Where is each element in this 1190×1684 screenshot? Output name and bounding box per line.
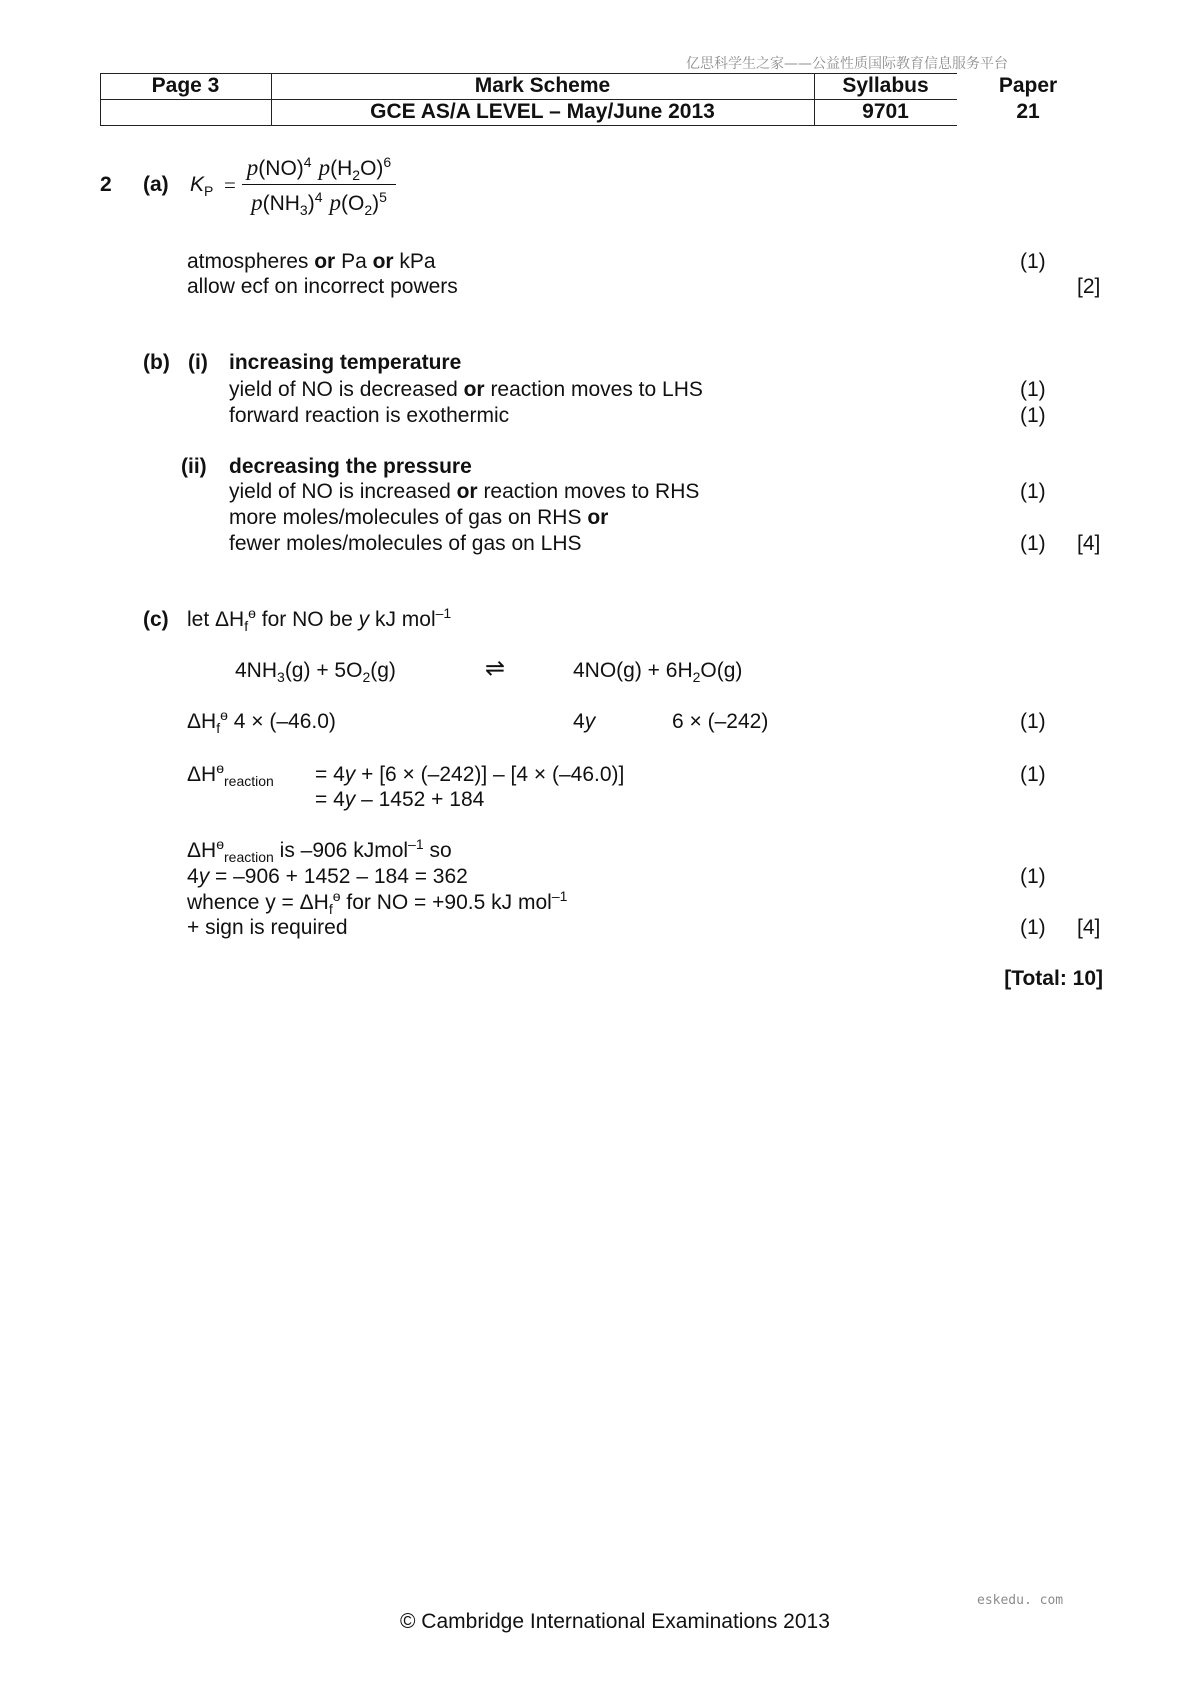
variable-y: y: [344, 788, 356, 811]
part-b-i-line-1: [229, 377, 703, 403]
line-text: for NO be: [255, 608, 359, 631]
whence-line: [187, 890, 567, 916]
line-text: 4 × (–46.0): [227, 710, 336, 733]
line-text: = 4: [315, 763, 345, 786]
line-text: reaction moves to RHS: [477, 480, 700, 503]
mark-c-2: (1): [1020, 763, 1046, 786]
num-term-2-subscript: 2: [352, 167, 361, 183]
reaction-equation-1: [315, 762, 624, 788]
line-text: more moles/molecules of gas on RHS: [229, 506, 588, 529]
enthalpy-symbol: ΔH: [215, 608, 245, 631]
watermark-site: eskedu. com: [977, 1593, 1064, 1608]
equation-products: [573, 658, 742, 684]
part-b-ii-line-2: [229, 505, 608, 531]
enthalpy-symbol: ΔH: [299, 891, 329, 914]
line-text: – 1452 + 184: [355, 788, 485, 811]
question-number: 2: [100, 173, 112, 196]
kp-letter: K: [190, 173, 205, 196]
partial-pressure-symbol: p: [246, 155, 259, 180]
num-term-2-power: 6: [383, 154, 392, 170]
den-term-1-close: ): [307, 192, 315, 215]
mark-c-1: (1): [1020, 710, 1046, 733]
or-connector: or: [463, 378, 485, 401]
den-term-2-open: (O: [341, 192, 365, 215]
kp-fraction: [242, 152, 396, 218]
enthalpy-row-reactants: [187, 709, 336, 735]
den-term-2-subscript: 2: [364, 202, 373, 218]
variable-y: y: [584, 710, 596, 733]
part-b-ii-line-3: fewer moles/molecules of gas on LHS: [229, 532, 582, 555]
den-term-1-power: 4: [314, 189, 323, 205]
eq-subscript: 2: [692, 669, 701, 685]
reaction-enthalpy-label: [187, 762, 274, 788]
question-total: [Total: 10]: [1004, 967, 1103, 990]
standard-state-symbol: ө: [220, 707, 228, 723]
line-text: so: [423, 839, 452, 862]
variable-y: y: [358, 608, 370, 631]
units-line: [187, 249, 436, 275]
eq-text: 4NH: [235, 659, 278, 682]
line-text: is –906 kJmol: [273, 839, 409, 862]
part-b-i-heading: increasing temperature: [229, 351, 462, 374]
or-connector: or: [587, 506, 609, 529]
eq-subscript: 3: [277, 669, 285, 685]
mark-units: (1): [1020, 250, 1046, 273]
mark-c-3: (1): [1020, 865, 1046, 888]
formation-subscript: f: [328, 901, 333, 917]
partial-pressure-symbol: p: [329, 190, 341, 215]
header-paper-code: 21: [1016, 100, 1040, 123]
mark-b-i-2: (1): [1020, 404, 1046, 427]
mark-b-ii-2: (1): [1020, 532, 1046, 555]
line-text: = 4: [315, 788, 345, 811]
header-syllabus-label: Syllabus: [842, 74, 929, 97]
partial-pressure-symbol: p: [318, 155, 331, 180]
line-text: + [6 × (–242)] – [4 × (–46.0)]: [355, 763, 625, 786]
part-a-label: (a): [143, 173, 169, 196]
enthalpy-symbol: ΔH: [187, 710, 217, 733]
eq-text: O(g): [700, 659, 743, 682]
coefficient: 4: [573, 710, 585, 733]
header-syllabus-code: 9701: [862, 100, 909, 123]
or-connector: or: [456, 480, 478, 503]
part-c-intro: [187, 607, 451, 633]
part-b-label: (b): [143, 351, 170, 374]
part-b-i-line-2: forward reaction is exothermic: [229, 404, 510, 427]
num-term-2-open: (H: [330, 157, 353, 180]
standard-state-symbol: ө: [332, 888, 341, 904]
line-text: reaction moves to LHS: [484, 378, 703, 401]
or-connector: or: [372, 250, 394, 273]
line-text: whence y =: [187, 891, 300, 914]
eq-text: 4NO(g) + 6H: [573, 659, 693, 682]
variable-y: y: [198, 865, 210, 888]
units-text-1: atmospheres: [187, 250, 315, 273]
part-b-ii-line-1: [229, 479, 699, 505]
standard-state-symbol: ө: [216, 760, 224, 776]
reaction-equation-2: [315, 787, 484, 813]
eq-text: (g): [370, 659, 396, 682]
enthalpy-symbol: ΔH: [187, 763, 217, 786]
reaction-subscript: reaction: [224, 773, 274, 789]
formation-subscript: f: [244, 618, 249, 634]
line-text: kJ mol: [369, 608, 436, 631]
header-paper-label: Paper: [998, 74, 1058, 97]
equation-reactants: [235, 658, 396, 684]
num-term-1-power: 4: [303, 154, 312, 170]
fraction-bar: [242, 184, 396, 185]
mark-c-4: (1): [1020, 916, 1046, 939]
exponent: –1: [551, 888, 568, 904]
line-text: yield of NO is increased: [229, 480, 457, 503]
part-b-total: [4]: [1077, 532, 1101, 555]
part-b-ii-heading: decreasing the pressure: [229, 455, 472, 478]
units-text-3: kPa: [393, 250, 436, 273]
coefficient: 4: [187, 865, 199, 888]
formation-subscript: f: [216, 720, 221, 736]
header-bottom-rule: [100, 125, 957, 126]
enthalpy-row-water: 6 × (–242): [672, 710, 769, 733]
num-term-1: (NO): [258, 157, 304, 180]
partial-pressure-symbol: p: [251, 190, 263, 215]
line-text: = –906 + 1452 – 184 = 362: [209, 865, 468, 888]
solve-line: [187, 864, 468, 890]
den-term-2-close: ): [372, 192, 380, 215]
header-page: Page 3: [151, 74, 220, 97]
sign-line: + sign is required: [187, 916, 348, 939]
header-title: Mark Scheme: [474, 74, 611, 97]
part-a-total: [2]: [1077, 275, 1101, 298]
enthalpy-row-no: [573, 709, 595, 735]
standard-state-symbol: ө: [216, 836, 224, 852]
kp-equals: =: [224, 173, 236, 197]
enthalpy-symbol: ΔH: [187, 839, 217, 862]
mark-b-i-1: (1): [1020, 378, 1046, 401]
ecf-note: allow ecf on incorrect powers: [187, 275, 458, 298]
kp-subscript: P: [204, 183, 214, 199]
kp-numerator: [242, 152, 396, 183]
kp-symbol: [190, 172, 213, 198]
or-connector: or: [314, 250, 336, 273]
line-text: yield of NO is decreased: [229, 378, 464, 401]
given-enthalpy-line: [187, 838, 452, 864]
den-term-1-open: (NH: [262, 192, 300, 215]
exponent: –1: [408, 836, 424, 852]
mark-b-ii-1: (1): [1020, 480, 1046, 503]
line-text: for NO = +90.5 kJ mol: [340, 891, 552, 914]
standard-state-symbol: ө: [248, 605, 256, 621]
eq-text: (g) + 5O: [284, 659, 363, 682]
den-term-2-power: 5: [379, 189, 387, 205]
eq-subscript: 2: [362, 669, 371, 685]
variable-y: y: [344, 763, 356, 786]
line-text: let: [187, 608, 216, 631]
part-c-total: [4]: [1077, 916, 1101, 939]
copyright: © Cambridge International Examinations 2013: [400, 1610, 830, 1633]
equilibrium-arrow-icon: ⇌: [485, 654, 506, 682]
part-b-i-label: (i): [188, 351, 208, 374]
exponent: –1: [435, 605, 452, 621]
units-text-2: Pa: [335, 250, 373, 273]
header-exam: GCE AS/A LEVEL – May/June 2013: [370, 100, 715, 123]
reaction-subscript: reaction: [224, 849, 274, 865]
num-term-2-close: O): [360, 157, 384, 180]
part-b-ii-label: (ii): [181, 455, 207, 478]
den-term-1-subscript: 3: [299, 202, 308, 218]
part-c-label: (c): [143, 608, 169, 631]
kp-denominator: [242, 187, 396, 218]
watermark-top: 亿思科学生之家——公益性质国际教育信息服务平台: [686, 56, 1008, 72]
